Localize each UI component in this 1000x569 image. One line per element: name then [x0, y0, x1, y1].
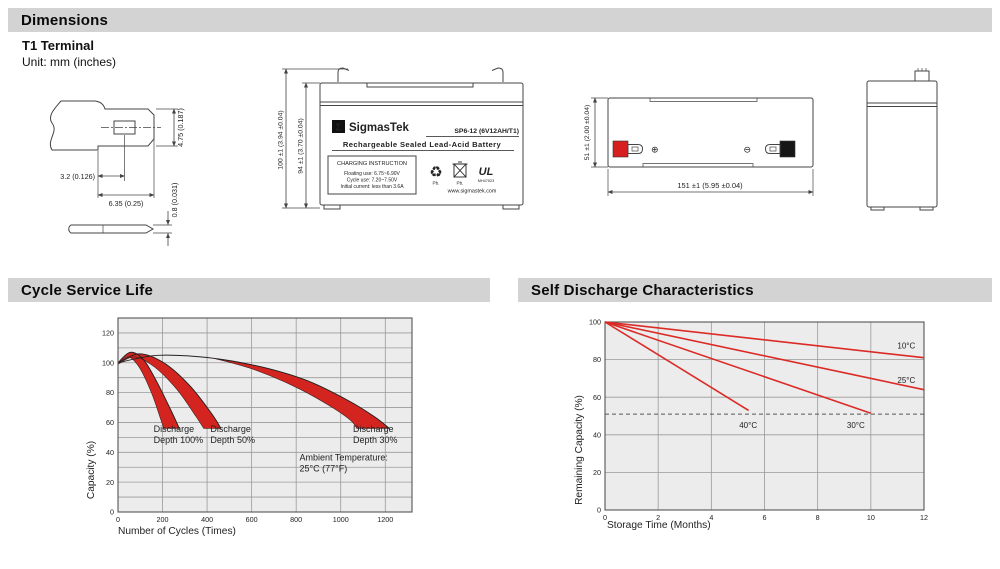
- terminal-tab-right: [492, 68, 503, 82]
- lid-recess: [367, 83, 473, 87]
- chart-annotation: Discharge: [210, 423, 251, 434]
- section-header-cycle: [8, 278, 490, 302]
- chart-annotation: Discharge: [153, 423, 195, 434]
- dim-total-height: 100 ±1 (3.94 ±0.04): [277, 110, 285, 170]
- dim-terminal-height: 4.75 (0.187): [176, 108, 185, 147]
- battery-side-view: [855, 58, 950, 213]
- terminal-profile-outline: [50, 101, 154, 150]
- y-tick-label: 80: [106, 388, 114, 398]
- y-tick-label: 0: [597, 505, 601, 515]
- recycle-pb-icon: ♻: [429, 164, 443, 181]
- x-tick-label: 0: [603, 513, 607, 522]
- x-tick-label: 600: [245, 515, 258, 524]
- chart-annotation: Depth 30%: [352, 434, 398, 445]
- x-tick-label: 0: [116, 515, 120, 524]
- dim-case-height: 94 ±1 (3.70 ±0.04): [297, 118, 305, 174]
- y-tick-label: 60: [106, 418, 114, 428]
- temperature-line-label: 30°C: [846, 421, 865, 431]
- y-tick-label: 120: [102, 328, 114, 338]
- temperature-line-label: 10°C: [897, 341, 916, 351]
- ul-icon: UL: [478, 166, 494, 178]
- side-view-terminal: [915, 71, 929, 81]
- section-header-dimensions: [8, 8, 992, 32]
- ul-file-code: MH47523: [477, 179, 495, 183]
- y-tick-label: 100: [589, 317, 601, 327]
- dim-top-width: 151 ±1 (5.95 ±0.04): [677, 181, 743, 190]
- crossed-bin-pb-label: Pb.: [456, 180, 464, 186]
- chart-annotation: Depth 50%: [210, 434, 255, 445]
- section-title: Dimensions: [21, 11, 109, 29]
- x-tick-label: 4: [709, 513, 714, 522]
- section-header-self-discharge: [518, 278, 992, 302]
- top-lip: [650, 98, 757, 102]
- y-axis-title: Remaining Capacity (%): [574, 395, 585, 505]
- plus-symbol: ⊕: [651, 144, 659, 155]
- x-tick-label: 12: [920, 513, 928, 522]
- negative-spade: [766, 145, 781, 154]
- terminal-side-profile: [69, 225, 153, 233]
- x-tick-label: 10: [866, 513, 875, 522]
- y-axis-title: Capacity (%): [86, 440, 97, 500]
- cycle-service-life-chart: [75, 308, 425, 548]
- positive-spade: [628, 145, 643, 154]
- battery-feet: [324, 205, 519, 209]
- y-tick-label: 40: [593, 430, 601, 440]
- battery-front-view: [276, 56, 546, 221]
- unit-note: Unit: mm (inches): [22, 55, 117, 69]
- x-tick-label: 2: [656, 513, 661, 522]
- dim-terminal-offset: 3.2 (0.126): [60, 172, 95, 181]
- side-view-case: [867, 81, 937, 207]
- x-tick-label: 1000: [332, 515, 349, 524]
- charging-line-1: Floating use: 6.75~6.90V: [344, 171, 400, 177]
- website-text: www.sigmastek.com: [447, 188, 497, 195]
- negative-terminal-block: [780, 141, 795, 157]
- charging-title: CHARGING INSTRUCTION: [337, 161, 407, 167]
- chart-annotation: Discharge: [352, 423, 394, 434]
- terminal-type-title: T1 Terminal: [22, 38, 95, 53]
- y-tick-label: 80: [593, 355, 601, 365]
- crossed-bin-pb-icon: [453, 162, 468, 177]
- terminal-tab-left: [338, 68, 349, 82]
- charging-line-3: Initial current: less than 3.6A: [340, 184, 404, 190]
- section-title: Self Discharge Characteristics: [531, 281, 754, 299]
- logo-sigma-glyph: Σ: [335, 122, 342, 134]
- x-tick-label: 1200: [377, 515, 394, 524]
- y-tick-label: 60: [593, 392, 601, 402]
- y-tick-label: 20: [593, 468, 601, 477]
- section-title: Cycle Service Life: [21, 281, 154, 299]
- recycle-pb-label: Pb.: [432, 180, 440, 186]
- dim-terminal-thickness: 0.8 (0.031): [170, 182, 179, 218]
- x-axis-title: Number of Cycles (Times): [118, 526, 236, 537]
- x-tick-label: 200: [156, 515, 169, 524]
- self-discharge-chart: [555, 308, 940, 548]
- minus-symbol: ⊖: [743, 144, 751, 155]
- y-tick-label: 20: [106, 477, 114, 487]
- chart-annotation: 25°C (77°F): [299, 463, 348, 474]
- model-number: SP6-12 (6V12AH/T1): [454, 128, 519, 135]
- charging-line-2: Cycle use: 7.20~7.50V: [346, 177, 398, 184]
- battery-type-line: Rechargeable Sealed Lead-Acid Battery: [342, 140, 502, 149]
- bottom-lip: [643, 164, 753, 168]
- battery-top-view: [583, 84, 823, 209]
- t1-terminal-drawing: [25, 88, 240, 248]
- x-tick-label: 800: [290, 515, 303, 524]
- brand-name: SigmasTek: [349, 122, 409, 134]
- chart-annotation: Depth 100%: [153, 434, 204, 445]
- x-axis-title: Storage Time (Months): [607, 520, 711, 531]
- positive-terminal-block: [613, 141, 628, 157]
- x-tick-label: 400: [201, 515, 214, 524]
- y-tick-label: 100: [102, 358, 114, 368]
- temperature-line-label: 40°C: [739, 421, 758, 431]
- temperature-line-label: 25°C: [897, 376, 916, 386]
- y-tick-label: 0: [110, 507, 114, 517]
- dim-terminal-width: 6.35 (0.25): [108, 199, 144, 208]
- chart-annotation: Ambient Temperature:: [299, 452, 388, 463]
- x-tick-label: 8: [815, 513, 820, 522]
- x-tick-label: 6: [762, 513, 767, 522]
- dim-top-height: 51 ±1 (2.00 ±0.04): [584, 104, 591, 161]
- y-tick-label: 40: [106, 447, 114, 457]
